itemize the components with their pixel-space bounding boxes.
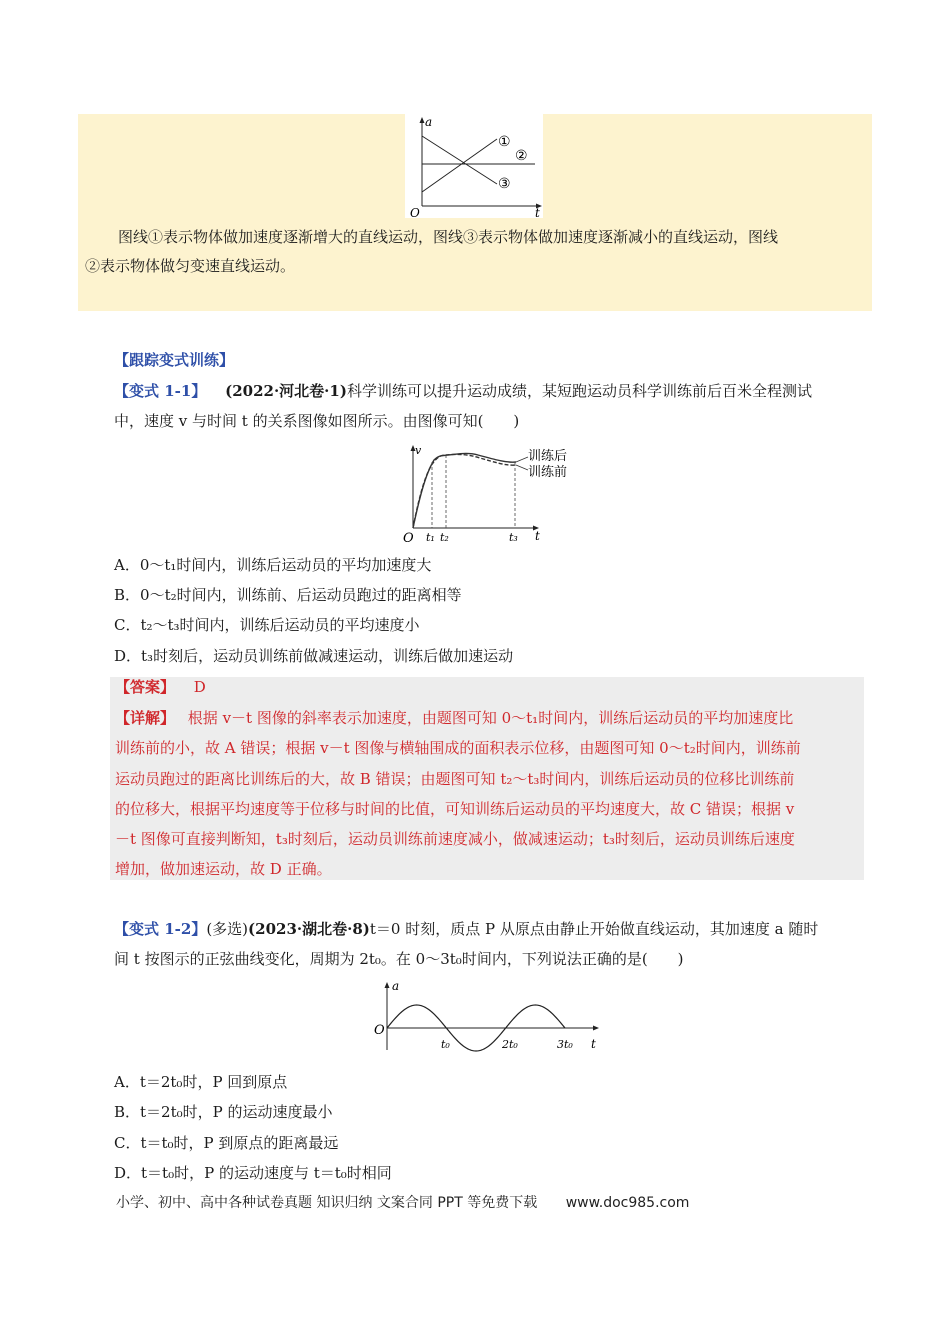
- footer: [116, 1192, 689, 1212]
- a-axis-label: a: [392, 979, 400, 993]
- curve-3-label: ③: [498, 176, 511, 192]
- q2-stem-line-1: [114, 919, 818, 939]
- a-axis-label: a: [425, 115, 433, 129]
- q2-option-b: B．t＝2t₀时，P 的运动速度最小: [114, 1103, 333, 1121]
- detail-text-1: 根据 v－t 图像的斜率表示加速度，由题图可知 0～t₁时间内，训练后运动员的平均加速度比: [187, 709, 794, 727]
- 3t0-tick-label: 3t₀: [557, 1038, 573, 1051]
- q2-stem-line-2: 间 t 按图示的正弦曲线变化，周期为 2t₀。在 0～3t₀时间内，下列说法正确的是( ): [114, 950, 684, 968]
- v-t-graph: [398, 440, 578, 546]
- detail-line-6: 增加，做加速运动，故 D 正确。: [115, 860, 332, 878]
- q2-tag: 【变式 1-2】: [114, 920, 207, 938]
- q2-source: (2023·湖北卷·8): [248, 920, 370, 938]
- explanation-line-1: 图线①表示物体做加速度逐渐增大的直线运动，图线③表示物体做加速度逐渐减小的直线运动，图线: [118, 228, 779, 246]
- origin-label: O: [410, 206, 420, 218]
- q2-option-a: A．t＝2t₀时，P 回到原点: [114, 1073, 288, 1091]
- explanation-line-2: ②表示物体做匀变速直线运动。: [85, 257, 296, 275]
- 2t0-tick-label: 2t₀: [502, 1038, 518, 1051]
- curve-1-label: ①: [498, 134, 511, 150]
- detail-line-3: 运动员跑过的距离比训练后的大，故 B 错误；由题图可知 t₂～t₃时间内，训练后运动员的位移比训练前: [115, 770, 795, 788]
- detail-line-1: [115, 708, 793, 728]
- before-training-curve: [413, 454, 516, 528]
- detail-line-4: 的位移大，根据平均速度等于位移与时间的比值，可知训练后运动员的平均速度大，故 C 错误；根据 v: [115, 800, 795, 818]
- t-axis-label: t: [535, 206, 540, 218]
- v-axis-label: v: [415, 444, 422, 457]
- after-training-label: 训练后: [528, 449, 568, 464]
- detail-tag: 【详解】: [115, 709, 176, 727]
- after-training-curve: [413, 453, 516, 528]
- t3-tick-label: t₃: [509, 531, 518, 544]
- q2-option-d: D．t＝t₀时，P 的运动速度与 t＝t₀时相同: [114, 1164, 392, 1182]
- q1-source: (2022·河北卷·1): [225, 382, 347, 400]
- curve-2-label: ②: [515, 148, 528, 164]
- before-training-label: 训练前: [528, 465, 568, 480]
- t-axis-label: t: [591, 1037, 596, 1051]
- section-title: 【跟踪变式训练】: [114, 351, 235, 369]
- detail-line-5: －t 图像可直接判断知，t₃时刻后，运动员训练前速度减小，做减速运动；t₃时刻后，运动员训练后速度: [115, 830, 795, 848]
- q1-stem-text-1: 科学训练可以提升运动成绩，某短跑运动员科学训练前后百米全程测试: [346, 382, 812, 400]
- t2-tick-label: t₂: [440, 531, 449, 544]
- answer-tag: 【答案】: [115, 678, 176, 696]
- origin-label: O: [403, 531, 414, 546]
- q2-stem-text-1: t＝0 时刻，质点 P 从原点由静止开始做直线运动，其加速度 a 随时: [369, 920, 819, 938]
- q1-tag: 【变式 1-1】: [114, 382, 207, 400]
- footer-site-link[interactable]: www.doc985.com: [565, 1195, 690, 1211]
- q1-option-b: B．0～t₂时间内，训练前、后运动员跑过的距离相等: [114, 586, 462, 604]
- q2-multi: (多选): [206, 920, 249, 938]
- q1-stem-line-1: [114, 381, 812, 401]
- detail-line-2: 训练前的小，故 A 错误；根据 v－t 图像与横轴围成的面积表示位移，由题图可知 0～t₂时间内，训练前: [115, 739, 801, 757]
- t-axis-label: t: [535, 529, 540, 543]
- t1-tick-label: t₁: [426, 531, 435, 544]
- q1-option-d: D．t₃时刻后，运动员训练前做减速运动，训练后做加速运动: [114, 647, 514, 665]
- sine-a-t-graph: [370, 978, 610, 1058]
- q1-option-c: C．t₂～t₃时间内，训练后运动员的平均速度小: [114, 616, 420, 634]
- footer-text: 小学、初中、高中各种试卷真题 知识归纳 文案合同 PPT 等免费下载: [116, 1195, 538, 1211]
- answer-line: [115, 677, 206, 697]
- t0-tick-label: t₀: [441, 1038, 450, 1051]
- explanation-box: [78, 114, 872, 311]
- q1-stem-line-2: 中，速度 v 与时间 t 的关系图像如图所示。由图像可知( ): [114, 412, 520, 430]
- origin-label: O: [374, 1023, 385, 1038]
- answer-value: D: [193, 678, 206, 696]
- q2-option-c: C．t＝t₀时，P 到原点的距离最远: [114, 1134, 339, 1152]
- answer-box: [110, 677, 864, 880]
- a-t-graph: [405, 114, 543, 218]
- q1-option-a: A．0～t₁时间内，训练后运动员的平均加速度大: [114, 556, 432, 574]
